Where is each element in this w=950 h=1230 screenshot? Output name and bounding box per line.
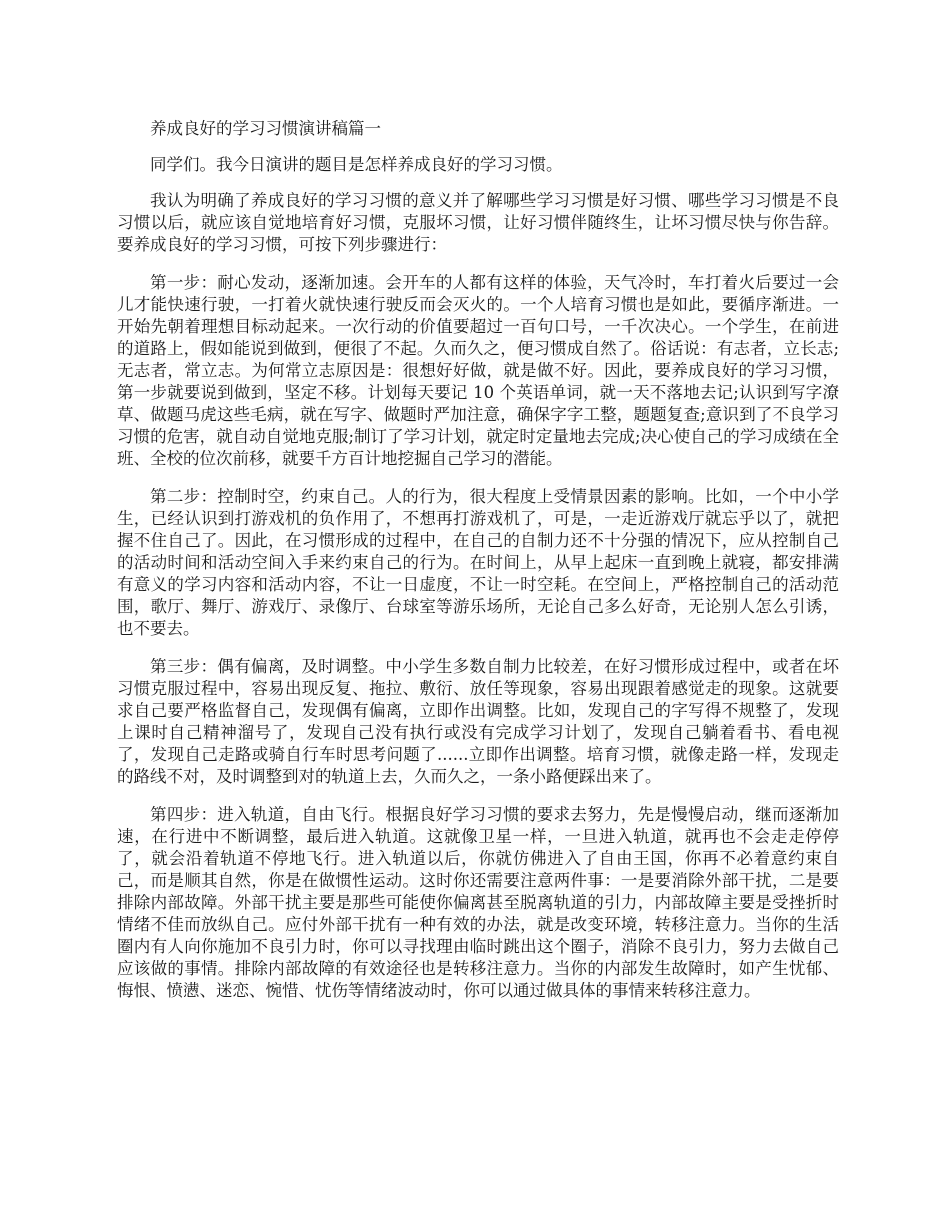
greeting-paragraph: 同学们。我今日演讲的题目是怎样养成良好的学习习惯。 — [150, 155, 563, 174]
step-one-paragraph: 第一步：耐心发动，逐渐加速。会开车的人都有这样的体验，天气冷时，车打着火后要过一会儿才能快速行驶，一打着火就快速行驶反而会灭火的。一个人培育习惯也是如此，要循序渐进。一开始先朝着理想目标动起来。一次行动的价值要超过一百句口号，一千次决心。一个学生，在前进的道路上，假如能说到做到，便很了不起。久而久之，便习惯成自然了。俗话说：有志者，立长志;无志者，常立志。为何常立志原因是：很想好好做，就是做不好。因此，要养成良好的学习习惯，第一步就要说到做到，坚定不移。计划每天要记 10 个英语单词，就一天不落地去记;认识到写字潦草、做题马虎这些毛病，就在写字、做题时严加注意，确保字字工整，题题复查;意识到了不良学习习惯的危害，就自动自觉地克服;制订了学习计划，就定时定量地去完成;决心使自己的学习成绩在全班、全校的位次前移，就要千方百计地挖掘自己学习的潜能。 — [117, 273, 839, 468]
step-two-paragraph: 第二步：控制时空，约束自己。人的行为，很大程度上受情景因素的影响。比如，一个中小学生，已经认识到打游戏机的负作用了，不想再打游戏机了，可是，一走近游戏厅就忘乎以了，就把握不住自己了。因此，在习惯形成的过程中，在自己的自制力还不十分强的情况下，应从控制自己的活动时间和活动空间入手来约束自己的行为。在时间上，从早上起床一直到晚上就寝，都安排满有意义的学习内容和活动内容，不让一日虚度，不让一时空耗。在空间上，严格控制自己的活动范围，歌厅、舞厅、游戏厅、录像厅、台球室等游乐场所，无论自己多么好奇，无论别人怎么引诱，也不要去。 — [117, 487, 839, 638]
step-four-paragraph: 第四步：进入轨道，自由飞行。根据良好学习习惯的要求去努力，先是慢慢启动，继而逐渐加速，在行进中不断调整，最后进入轨道。这就像卫星一样，一旦进入轨道，就再也不会走走停停了，就会沿着轨道不停地飞行。进入轨道以后，你就仿佛进入了自由王国，你再不必着意约束自己，而是顺其自然，你是在做惯性运动。这时你还需要注意两件事：一是要消除外部干扰，二是要排除内部故障。外部干扰主要是那些可能使你偏离甚至脱离轨道的引力，内部故障主要是受挫折时情绪不佳而放纵自己。应付外部干扰有一种有效的办法，就是改变环境，转移注意力。当你的生活圈内有人向你施加不良引力时，你可以寻找理由临时跳出这个圈子，消除不良引力，努力去做自己应该做的事情。排除内部故障的有效途径也是转移注意力。当你的内部发生故障时，如产生忧郁、悔恨、愤懑、迷恋、惋惜、忧伤等情绪波动时，你可以通过做具体的事情来转移注意力。 — [117, 805, 839, 1000]
intro-paragraph: 我认为明确了养成良好的学习习惯的意义并了解哪些学习习惯是好习惯、哪些学习习惯是不良习惯以后，就应该自觉地培育好习惯，克服坏习惯，让好习惯伴随终生，让坏习惯尽快与你告辞。要养成良好的学习习惯，可按下列步骤进行： — [117, 191, 839, 254]
document-page — [117, 118, 839, 1018]
document-title: 养成良好的学习习惯演讲稿篇一 — [150, 119, 381, 138]
step-three-paragraph: 第三步：偶有偏离，及时调整。中小学生多数自制力比较差，在好习惯形成过程中，或者在坏习惯克服过程中，容易出现反复、拖拉、敷衍、放任等现象，容易出现跟着感觉走的现象。这就要求自己要严格监督自己，发现偶有偏离，立即作出调整。比如，发现自己的字写得不规整了，发现上课时自己精神溜号了，发现自己没有执行或没有完成学习计划了，发现自己躺着看书、看电视了，发现自己走路或骑自行车时思考问题了......立即作出调整。培育习惯，就像走路一样，发现走的路线不对，及时调整到对的轨道上去，久而久之，一条小路便踩出来了。 — [117, 657, 839, 786]
